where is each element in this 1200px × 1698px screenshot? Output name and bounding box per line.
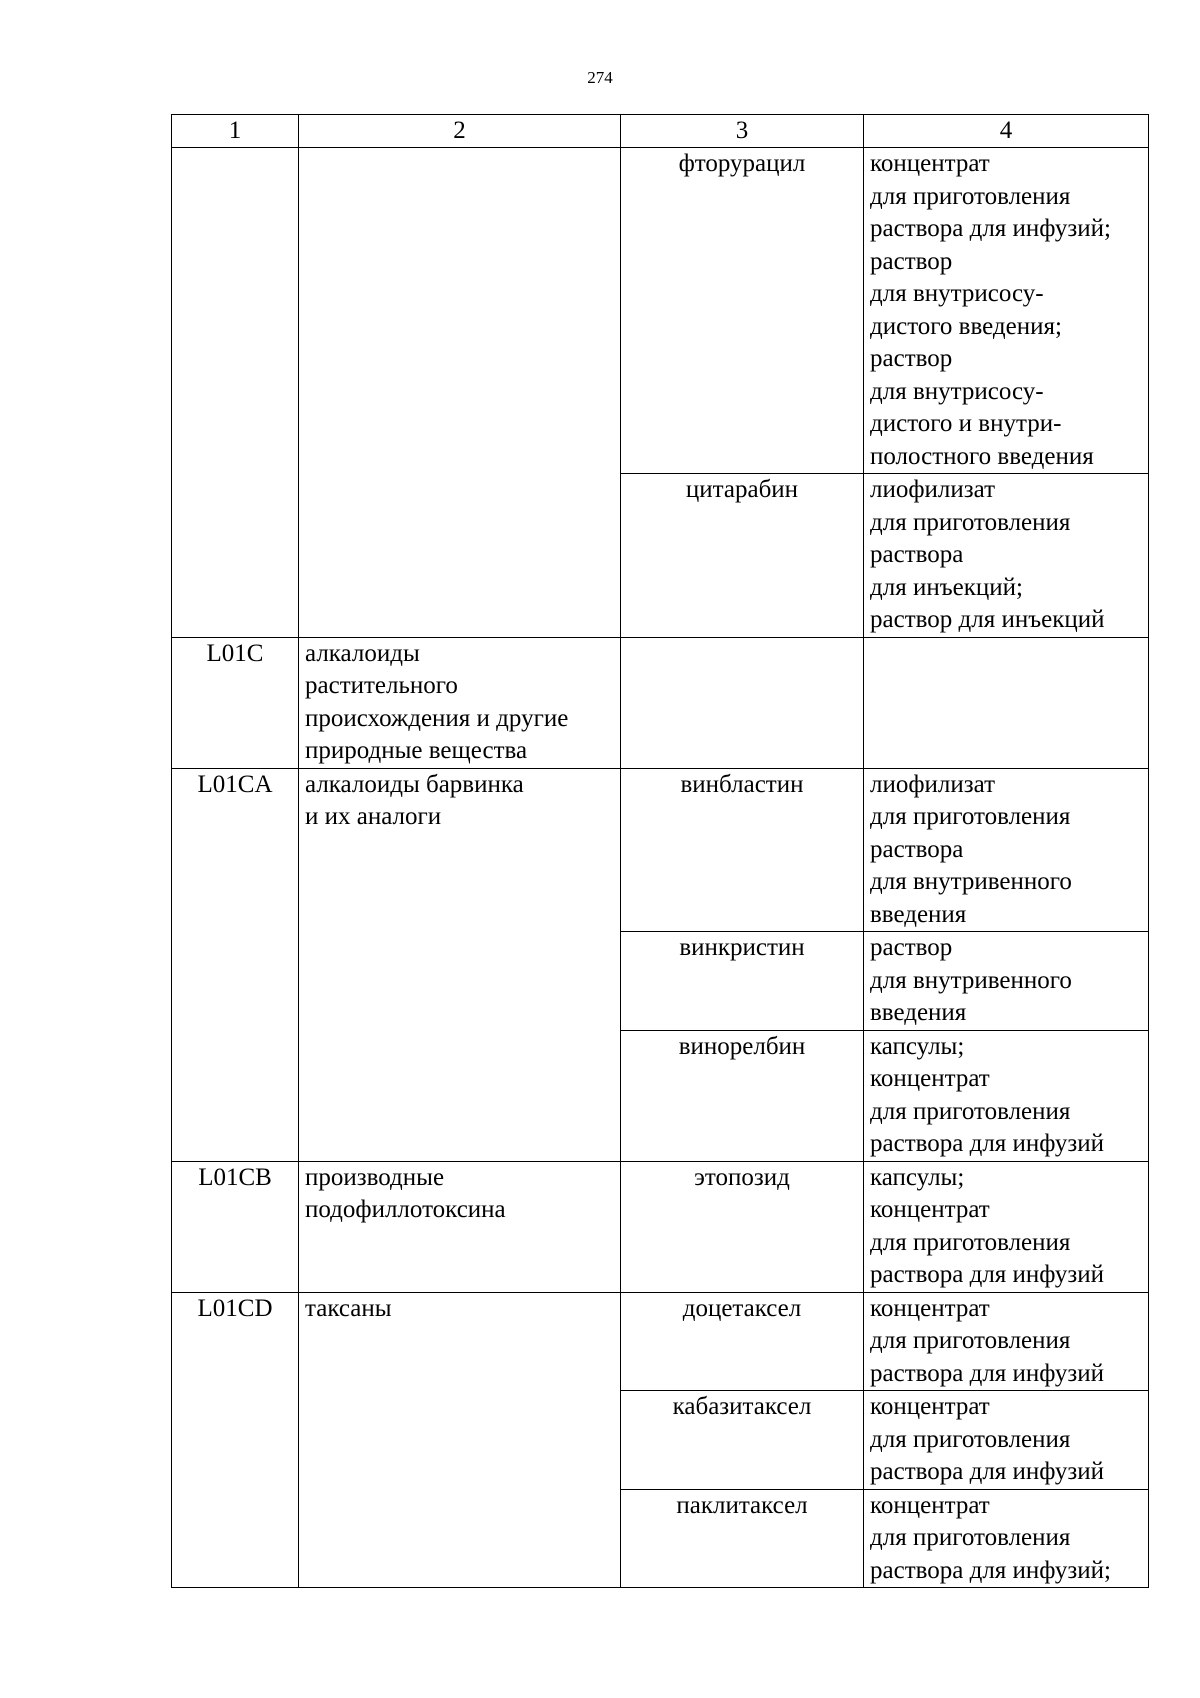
table-row xyxy=(172,1161,1149,1292)
dosage-form-line: лиофилизат xyxy=(870,476,996,503)
atc-code-cell: L01C xyxy=(172,637,299,768)
table-row xyxy=(172,768,1149,932)
dosage-form-cell xyxy=(864,1030,1149,1161)
group-line: и их аналоги xyxy=(305,803,442,830)
dosage-form-line: лиофилизат xyxy=(870,770,996,798)
dosage-form-line: дистого введения; xyxy=(870,312,1062,340)
page-number: 274 xyxy=(587,68,613,87)
dosage-form-line: капсулы; xyxy=(870,1163,965,1191)
drug-table xyxy=(171,114,1149,1588)
column-header-1: 1 xyxy=(172,115,299,148)
dosage-form-cell xyxy=(864,474,1149,638)
atc-group-cell xyxy=(299,1292,621,1588)
dosage-form-line: для внутрисосу- xyxy=(870,280,1044,307)
dosage-form-line: раствора для инфузий xyxy=(870,1458,1105,1485)
group-line: таксаны xyxy=(305,1294,392,1322)
atc-group-cell xyxy=(299,148,621,638)
inn-cell: фторурацил xyxy=(621,148,864,474)
dosage-form-line: для внутривенного xyxy=(870,966,1072,994)
dosage-form-line: раствора xyxy=(870,835,964,863)
column-header-2: 2 xyxy=(299,115,621,148)
inn-cell: этопозид xyxy=(621,1161,864,1292)
dosage-form-cell xyxy=(864,1161,1149,1292)
inn-cell: винкристин xyxy=(621,932,864,1031)
table-row xyxy=(172,637,1149,768)
group-line: подофиллотоксина xyxy=(305,1196,506,1223)
dosage-form-line: для приготовления xyxy=(870,803,1071,830)
table-row xyxy=(172,148,1149,474)
dosage-form-line: раствора для инфузий; xyxy=(870,1556,1111,1584)
dosage-form-line: концентрат xyxy=(870,1294,990,1322)
dosage-form-line: для приготовления xyxy=(870,1228,1071,1256)
dosage-form-line: введения xyxy=(870,900,967,928)
dosage-form-cell xyxy=(864,932,1149,1031)
dosage-form-line: капсулы; xyxy=(870,1032,965,1060)
table-row xyxy=(172,1292,1149,1391)
atc-code-cell: L01CD xyxy=(172,1292,299,1588)
dosage-form-cell xyxy=(864,148,1149,474)
dosage-form-line: концентрат xyxy=(870,1393,990,1420)
inn-cell: доцетаксел xyxy=(621,1292,864,1391)
dosage-form-line: раствор xyxy=(870,345,953,372)
dosage-form-line: введения xyxy=(870,999,967,1026)
atc-code-cell xyxy=(172,148,299,638)
dosage-form-line: для приготовления xyxy=(870,1327,1071,1354)
group-line: производные xyxy=(305,1163,445,1191)
dosage-form-line: раствора для инфузий xyxy=(870,1130,1105,1157)
dosage-form-line: раствора xyxy=(870,541,964,568)
group-line: алкалоиды барвинка xyxy=(305,770,524,798)
dosage-form-line: раствора для инфузий; xyxy=(870,215,1111,242)
atc-code-cell: L01CA xyxy=(172,768,299,1161)
dosage-form-line: для инъекций; xyxy=(870,573,1023,601)
atc-group-cell xyxy=(299,637,621,768)
group-line: природные вещества xyxy=(305,737,528,764)
dosage-form-line: для приготовления xyxy=(870,1524,1071,1551)
inn-cell: винбластин xyxy=(621,768,864,932)
dosage-form-line: концентрат xyxy=(870,1491,990,1519)
atc-group-cell xyxy=(299,1161,621,1292)
dosage-form-line: концентрат xyxy=(870,1196,990,1223)
dosage-form-line: раствор для инъекций xyxy=(870,606,1105,633)
dosage-form-line: для внутривенного xyxy=(870,868,1072,895)
dosage-form-cell xyxy=(864,1489,1149,1588)
dosage-form-line: раствора для инфузий xyxy=(870,1261,1105,1288)
dosage-form-line: раствор xyxy=(870,934,953,961)
group-line: происхождения и другие xyxy=(305,704,569,732)
group-line: алкалоиды xyxy=(305,639,420,667)
dosage-form-line: полостного введения xyxy=(870,442,1094,470)
dosage-form-line: концентрат xyxy=(870,150,990,177)
dosage-form-cell xyxy=(864,768,1149,932)
dosage-form-line: для приготовления xyxy=(870,508,1071,536)
dosage-form-cell xyxy=(864,1391,1149,1490)
inn-cell: цитарабин xyxy=(621,474,864,638)
dosage-form-line: для внутрисосу- xyxy=(870,377,1044,405)
dosage-form-line: раствора для инфузий xyxy=(870,1359,1105,1387)
atc-code-cell: L01CB xyxy=(172,1161,299,1292)
table-header-row xyxy=(172,115,1149,148)
dosage-form-line: для приготовления xyxy=(870,182,1071,210)
dosage-form-line: для приготовления xyxy=(870,1425,1071,1453)
dosage-form-line: для приготовления xyxy=(870,1097,1071,1125)
column-header-3: 3 xyxy=(621,115,864,148)
inn-cell xyxy=(621,637,864,768)
dosage-form-line: концентрат xyxy=(870,1065,990,1092)
dosage-form-line: раствор xyxy=(870,247,953,275)
inn-cell: паклитаксел xyxy=(621,1489,864,1588)
dosage-form-line: дистого и внутри- xyxy=(870,410,1062,437)
group-line: растительного xyxy=(305,672,458,699)
dosage-form-cell xyxy=(864,637,1149,768)
inn-cell: винорелбин xyxy=(621,1030,864,1161)
dosage-form-cell xyxy=(864,1292,1149,1391)
column-header-4: 4 xyxy=(864,115,1149,148)
inn-cell: кабазитаксел xyxy=(621,1391,864,1490)
atc-group-cell xyxy=(299,768,621,1161)
